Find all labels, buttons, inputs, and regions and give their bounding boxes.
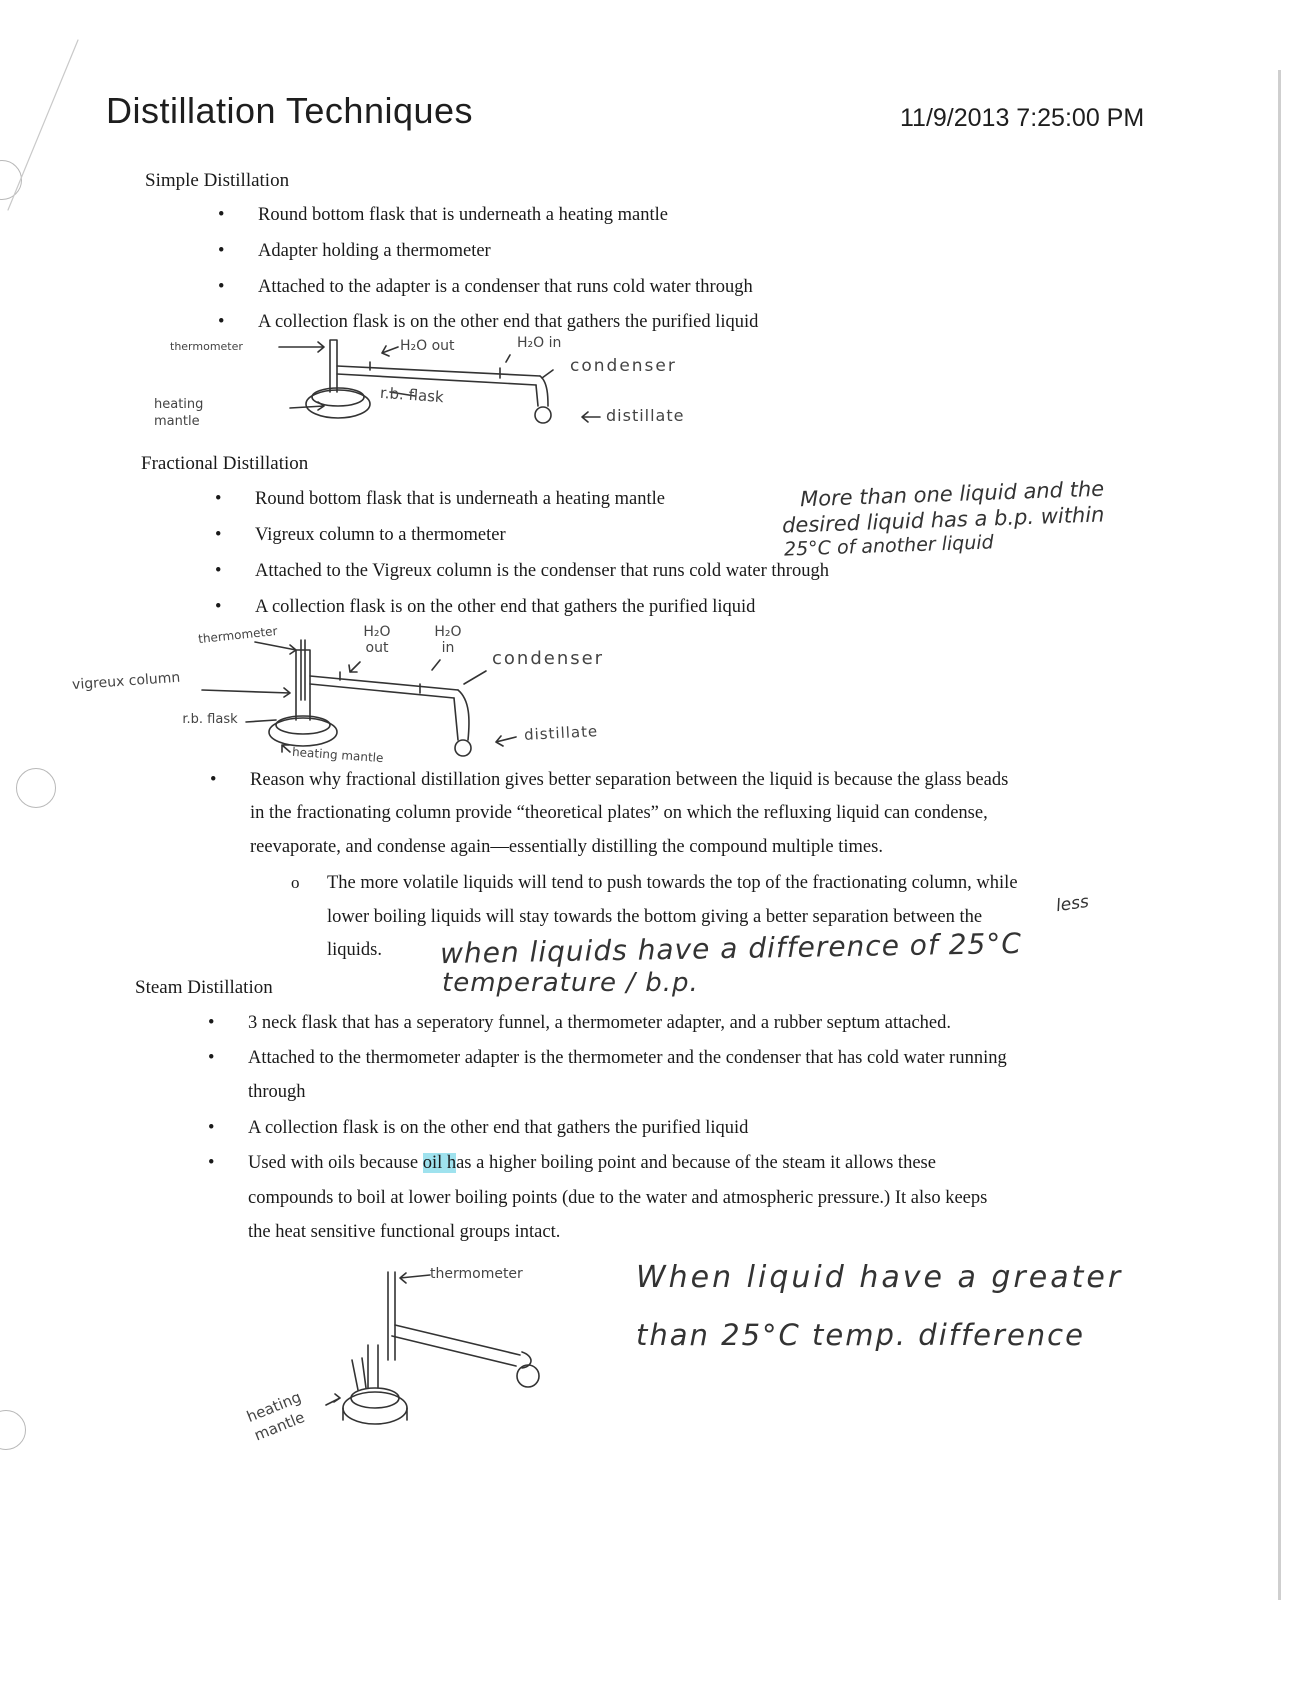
section-heading-simple: Simple Distillation bbox=[145, 170, 290, 191]
simple-bullet: • Adapter holding a thermometer bbox=[258, 241, 491, 262]
fractional-subpoint-line: liquids. bbox=[327, 940, 382, 960]
steam-bullet: • A collection flask is on the other end that gathers the purified liquid bbox=[248, 1118, 748, 1139]
fractional-reason-line: reevaporate, and condense again—essentially distilling the compound multiple times. bbox=[250, 837, 883, 857]
simple-bullet: • Attached to the adapter is a condenser that runs cold water through bbox=[258, 277, 753, 298]
section-heading-fractional: Fractional Distillation bbox=[141, 453, 309, 474]
handwritten-note-difference: temperature / b.p. bbox=[442, 968, 699, 998]
fractional-reason-line: in the fractionating column provide “theoretical plates” on which the refluxing liquid can condense, bbox=[250, 803, 988, 823]
simple-bullet: • A collection flask is on the other end that gathers the purified liquid bbox=[258, 312, 758, 333]
handwritten-note-steam: than 25°C temp. difference bbox=[636, 1318, 1085, 1352]
label-h2o-in: H₂O in bbox=[517, 335, 562, 351]
label-h2o-in: H₂O in bbox=[434, 624, 462, 656]
label-condenser: condenser bbox=[570, 356, 677, 376]
page-title: Distillation Techniques bbox=[106, 90, 474, 131]
label-heating-mantle: heating mantle bbox=[244, 1387, 308, 1445]
date-stamp: 11/9/2013 7:25:00 PM bbox=[900, 104, 1145, 132]
handwritten-insert: less bbox=[1054, 891, 1091, 917]
label-rb-flask: r.b. flask bbox=[379, 383, 445, 407]
label-distillate: distillate bbox=[606, 406, 685, 425]
steam-bullet-text: Used with oils because bbox=[248, 1153, 423, 1173]
label-condenser: condenser bbox=[492, 648, 605, 669]
steam-bullet-line: the heat sensitive functional groups intact. bbox=[248, 1222, 561, 1242]
highlighted-text: oil h bbox=[422, 1153, 457, 1173]
fractional-subpoint-line: lower boiling liquids will stay towards the bottom giving a better separation between the bbox=[327, 907, 983, 927]
label-thermometer: thermometer bbox=[170, 340, 243, 353]
handwritten-note-difference: when liquids have a difference of 25°C bbox=[439, 926, 1023, 971]
fractional-reason: • Reason why fractional distillation gives better separation between the liquid is because the glass beads bbox=[250, 770, 1008, 791]
label-rb-flask: r.b. flask bbox=[182, 712, 238, 727]
label-distillate: distillate bbox=[523, 722, 599, 744]
steam-bullet-line: compounds to boil at lower boiling points (due to the water and atmospheric pressure.) It also keeps bbox=[248, 1188, 988, 1208]
steam-apparatus-sketch bbox=[0, 0, 700, 1460]
fractional-bullet: • Attached to the Vigreux column is the condenser that runs cold water through bbox=[255, 561, 829, 582]
fractional-subpoint: o The more volatile liquids will tend to push towards the top of the fractionating column, while bbox=[327, 873, 1018, 894]
handwritten-note-fractional: desired liquid has a b.p. within bbox=[781, 502, 1105, 538]
label-h2o-out: H₂O out bbox=[363, 624, 391, 656]
label-vigreux-column: vigreux column bbox=[71, 669, 181, 694]
label-thermometer: thermometer bbox=[430, 1266, 523, 1282]
handwritten-note-steam: When liquid have a greater bbox=[636, 1260, 1124, 1295]
handwritten-note-fractional: More than one liquid and the bbox=[799, 476, 1105, 512]
handwritten-note-fractional: 25°C of another liquid bbox=[783, 531, 995, 561]
steam-bullet: • Attached to the thermometer adapter is the thermometer and the condenser that has cold water running bbox=[248, 1048, 1007, 1069]
steam-bullet: • 3 neck flask that has a seperatory funnel, a thermometer adapter, and a rubber septum attached. bbox=[248, 1013, 951, 1034]
label-heating-mantle: heating mantle bbox=[291, 744, 384, 766]
section-heading-steam: Steam Distillation bbox=[135, 977, 273, 998]
page-edge-right bbox=[1278, 70, 1281, 1600]
label-heating-mantle: heating mantle bbox=[154, 397, 204, 429]
label-thermometer: thermometer bbox=[197, 623, 279, 647]
fractional-bullet: • Vigreux column to a thermometer bbox=[255, 525, 506, 546]
fractional-bullet: • Round bottom flask that is underneath a heating mantle bbox=[255, 489, 665, 510]
fractional-bullet: • A collection flask is on the other end that gathers the purified liquid bbox=[255, 597, 755, 618]
steam-bullet-line: through bbox=[248, 1082, 306, 1102]
steam-bullet-text: as a higher boiling point and because of the steam it allows these bbox=[456, 1153, 936, 1173]
label-h2o-out: H₂O out bbox=[400, 338, 455, 354]
simple-bullet: • Round bottom flask that is underneath a heating mantle bbox=[258, 205, 668, 226]
